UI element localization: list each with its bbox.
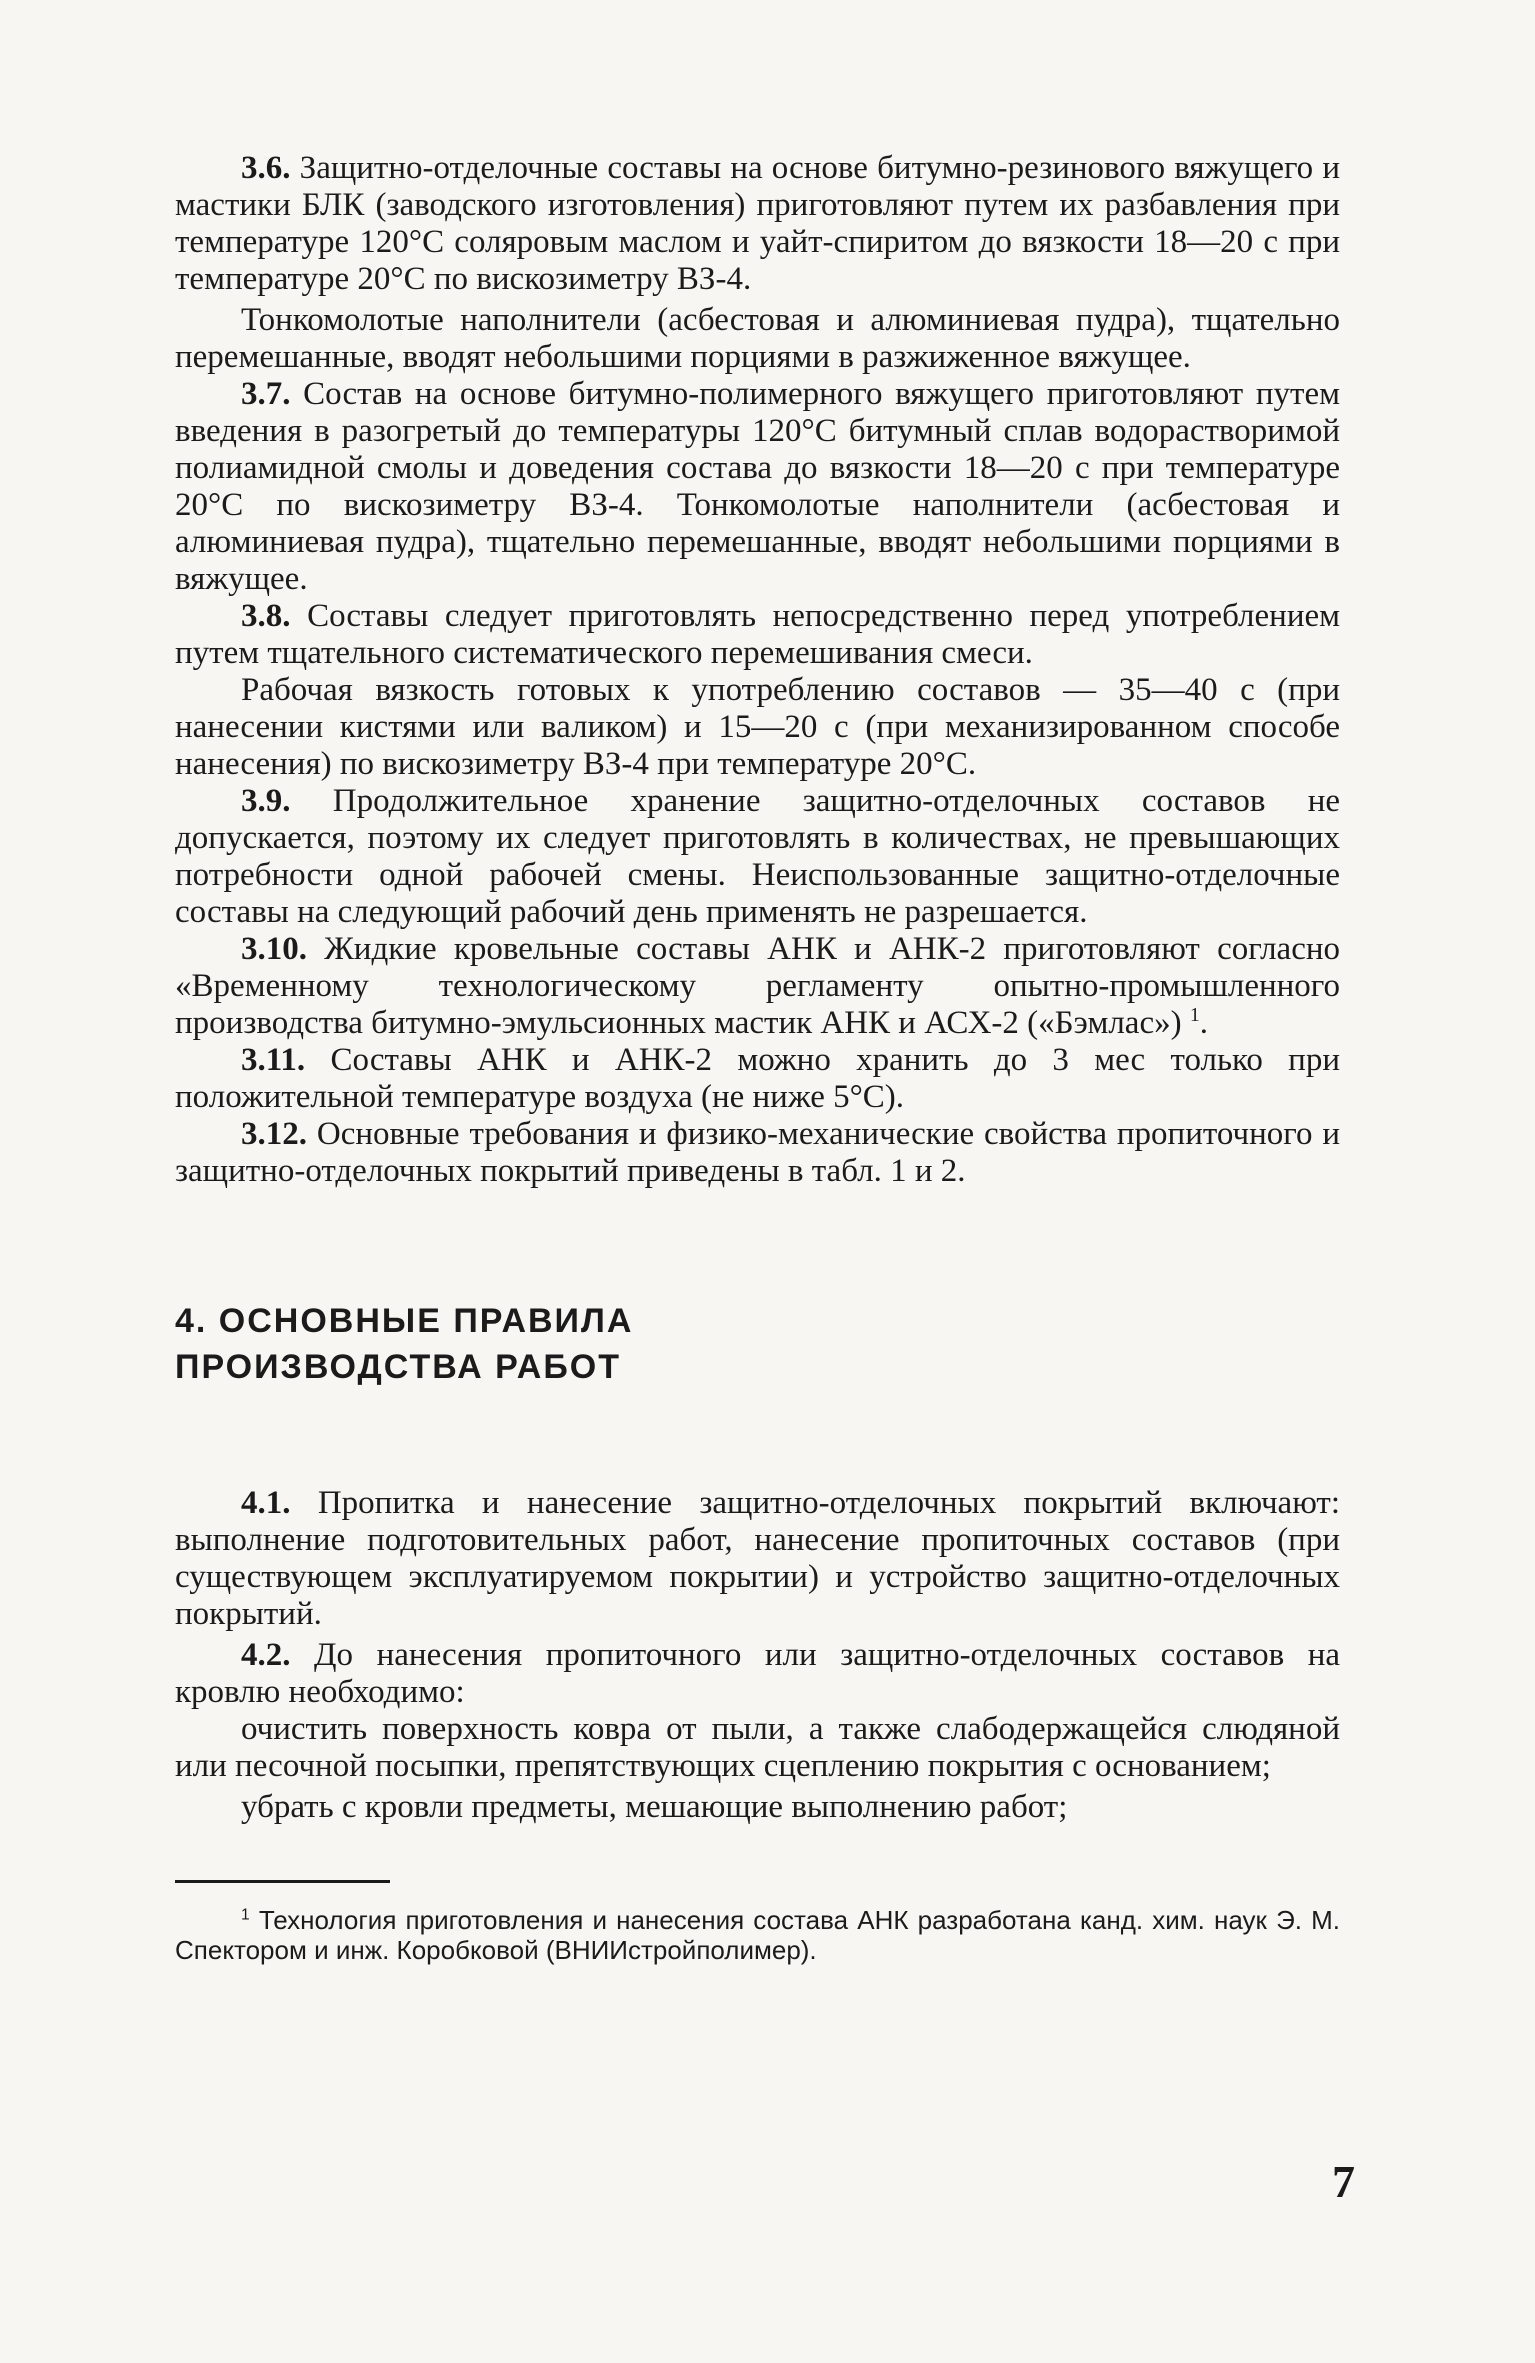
paragraph-text: Продолжительное хранение защитно-отделочных составов не допускается, поэтому их следует приготовлять в количествах, не превышающих потребности одной рабочей смены. Неиспользованные защитно-отделочные составы на следующий рабочий день применять не разрешается. — [175, 783, 1341, 930]
section-3-text — [175, 150, 1340, 1190]
paragraph-number: 3.12. — [241, 1116, 307, 1152]
paragraph-text: Состав на основе битумно-полимерного вяжущего приготовляют путем введения в разогретый до температуры 120°С битумный сплав водорастворимой полиамидной смолы и доведения состава до вязкости 18—20 с при температуре 20°С по вискозиметру ВЗ-4. Тонкомолотые наполнители (асбестовая и алюминиевая пудра), тщательно перемешанные, вводят небольшими порциями в вяжущее. — [175, 376, 1340, 597]
footnote-reference: 1 — [1189, 1004, 1200, 1026]
list-item-remove-objects — [175, 1789, 1340, 1826]
paragraph-text: Составы следует приготовлять непосредственно перед употреблением путем тщательного систематического перемешивания смеси. — [175, 598, 1341, 671]
paragraph-fillers — [175, 302, 1340, 376]
paragraph-3-10 — [175, 931, 1340, 1042]
paragraph-text: очистить поверхность ковра от пыли, а также слабодержащейся слюдяной или песочной посыпки, препятствующих сцеплению покрытия с основанием; — [175, 1711, 1340, 1784]
page-number: 7 — [1332, 2156, 1355, 2207]
paragraph-text: Пропитка и нанесение защитно-отделочных покрытий включают: выполнение подготовительных работ, нанесение пропиточных составов (при существующем эксплуатируемом покрытии) и устройство защитно-отделочных покрытий. — [175, 1485, 1341, 1632]
paragraph-number: 3.11. — [241, 1042, 306, 1078]
paragraph-number: 3.9. — [241, 783, 291, 819]
paragraph-number: 4.1. — [241, 1485, 291, 1521]
paragraph-tail: . — [1199, 1005, 1208, 1041]
heading-line-1: 4. ОСНОВНЫЕ ПРАВИЛА — [175, 1302, 634, 1340]
paragraph-text: Основные требования и физико-механические свойства пропиточного и защитно-отделочных покрытий приведены в табл. 1 и 2. — [175, 1116, 1341, 1189]
paragraph-text: Составы АНК и АНК-2 можно хранить до 3 мес только при положительной температуре воздуха (не ниже 5°С). — [175, 1042, 1341, 1115]
section-4-text — [175, 1485, 1340, 1826]
footnote — [175, 1905, 1340, 1965]
paragraph-text: убрать с кровли предметы, мешающие выполнению работ; — [241, 1789, 1068, 1825]
document-page — [175, 150, 1340, 1965]
paragraph-text: До нанесения пропиточного или защитно-отделочных составов на кровлю необходимо: — [175, 1637, 1341, 1710]
paragraph-number: 4.2. — [241, 1637, 291, 1673]
paragraph-number: 3.10. — [241, 931, 307, 967]
paragraph-3-6 — [175, 150, 1340, 298]
section-4-heading — [175, 1298, 1340, 1390]
paragraph-number: 3.8. — [241, 598, 291, 634]
paragraph-4-2 — [175, 1637, 1340, 1711]
paragraph-4-1 — [175, 1485, 1340, 1633]
paragraph-viscosity — [175, 672, 1340, 783]
paragraph-text: Рабочая вязкость готовых к употреблению составов — 35—40 с (при нанесении кистями или валиком) и 15—20 с (при механизированном способе нанесения) по вискозиметру ВЗ-4 при температуре 20°С. — [175, 672, 1340, 782]
footnote-mark: 1 — [241, 1906, 250, 1924]
footnote-text: Технология приготовления и нанесения состава АНК разработана канд. хим. наук Э. М. Спектором и инж. Коробковой (ВНИИстройполимер). — [175, 1905, 1341, 1965]
paragraph-3-11 — [175, 1042, 1340, 1116]
paragraph-number: 3.6. — [241, 150, 291, 186]
paragraph-text: Жидкие кровельные составы АНК и АНК-2 приготовляют согласно «Временному технологическому регламенту опытно-промышленного производства битумно-эмульсионных мастик АНК и АСХ-2 («Бэмлас») — [175, 931, 1340, 1041]
heading-line-2: ПРОИЗВОДСТВА РАБОТ — [175, 1348, 622, 1386]
paragraph-3-9 — [175, 783, 1340, 931]
paragraph-number: 3.7. — [241, 376, 291, 412]
paragraph-3-8 — [175, 598, 1340, 672]
footnote-divider — [175, 1880, 390, 1883]
paragraph-3-7 — [175, 376, 1340, 598]
paragraph-text: Тонкомолотые наполнители (асбестовая и алюминиевая пудра), тщательно перемешанные, вводят небольшими порциями в разжиженное вяжущее. — [175, 302, 1340, 375]
paragraph-text: Защитно-отделочные составы на основе битумно-резинового вяжущего и мастики БЛК (заводского изготовления) приготовляют путем их разбавления при температуре 120°С соляровым маслом и уайт-спиритом до вязкости 18—20 с при температуре 20°С по вискозиметру ВЗ-4. — [175, 150, 1340, 297]
list-item-clean-surface — [175, 1711, 1340, 1785]
paragraph-3-12 — [175, 1116, 1340, 1190]
